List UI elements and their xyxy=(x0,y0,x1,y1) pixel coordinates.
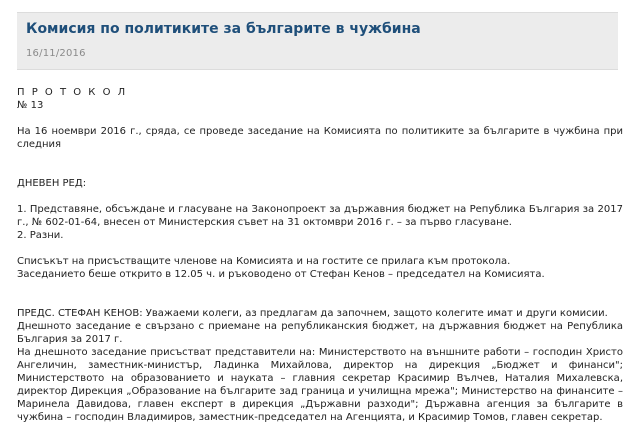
spacer xyxy=(17,190,623,203)
article-date: 16/11/2016 xyxy=(26,48,86,59)
opening-note: Заседанието беше открито в 12.05 ч. и ръководено от Стефан Кенов – председател на Комисията. xyxy=(17,269,545,280)
protocol-number: № 13 xyxy=(17,100,44,111)
speech-paragraph-3: На днешното заседание присъстват представители на: Министерството на външните работи – господин Христо Ангеличин, заместник-министър, Ладинка Михайлова, директор на дирекция „Бюджет и финанси"; Министерството на образованието и науката – главния секретар Красимир Вълчев, Наталия Михалевска, директор Дирекция „Образование на българите зад граница и училищна мрежа"; Министерство на финансите – Маринела Давидова, главен експерт в дирекция „Държавни разходи"; Държавна агенция за българите в чужбина – господин Владимиров, заместник-председател на Агенцията, и Красимир Томов, главен секретар. xyxy=(17,347,623,423)
agenda-item-1: 1. Представяне, обсъждане и гласуване на Законопроект за държавния бюджет на Република България за 2017 г., № 602-01-64, внесен от Министерския съвет на 31 октомври 2016 г. – за първо гласуване. xyxy=(17,204,623,228)
attendance-note: Списъкът на присъстващите членове на Комисията и на гостите се прилага към протокола. xyxy=(17,256,511,267)
article-body xyxy=(17,86,623,424)
spacer xyxy=(17,112,623,125)
intro-paragraph: На 16 ноември 2016 г., сряда, се проведе заседание на Комисията по политиките за българите в чужбина при следния xyxy=(17,126,623,150)
spacer xyxy=(17,281,623,307)
protocol-label: П Р О Т О К О Л xyxy=(17,87,128,98)
spacer xyxy=(17,242,623,255)
article-header xyxy=(17,12,618,70)
spacer xyxy=(17,151,623,177)
article-title[interactable]: Комисия по политиките за българите в чужбина xyxy=(26,21,421,37)
agenda-heading: ДНЕВЕН РЕД: xyxy=(17,178,87,189)
agenda-item-2: 2. Разни. xyxy=(17,230,64,241)
speech-paragraph-1: ПРЕДС. СТЕФАН КЕНОВ: Уважаеми колеги, аз предлагам да започнем, защото колегите имат и други комисии. xyxy=(17,308,608,319)
speech-paragraph-2: Днешното заседание е свързано с приемане на републиканския бюджет, на държавния бюджет на Република България за 2017 г. xyxy=(17,321,623,345)
